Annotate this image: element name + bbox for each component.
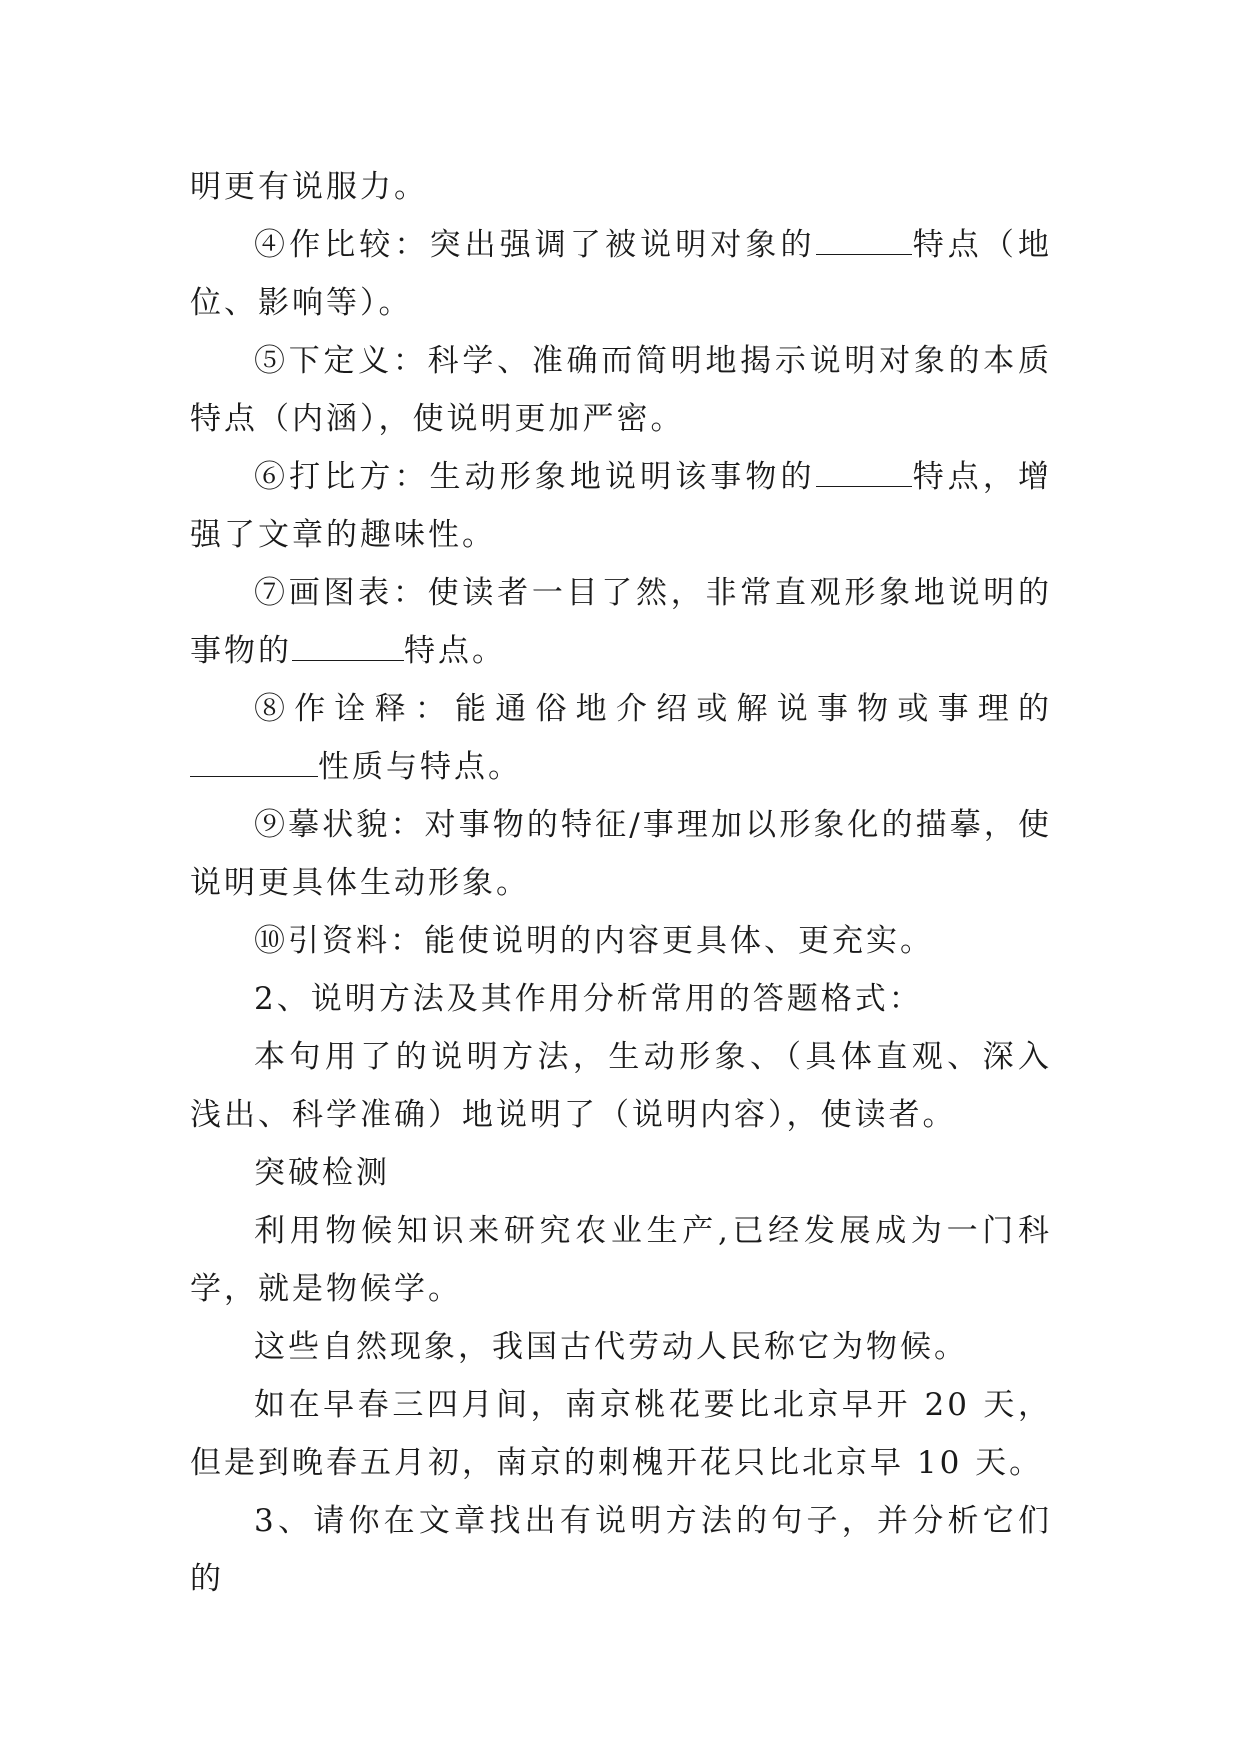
paragraph-text: 特点（地位、影响等）。 [190, 227, 1053, 321]
paragraph-text: ⑧作诠释：能通俗地介绍或解说事物或事理的 [254, 691, 1052, 727]
paragraph-text: 3、请你在文章找出有说明方法的句子，并分析它们的 [190, 1503, 1052, 1597]
paragraph-phenology-definition [190, 1318, 1052, 1376]
paragraph-text: 2、说明方法及其作用分析常用的答题格式： [254, 981, 923, 1017]
paragraph-question-3 [190, 1492, 1052, 1608]
paragraph-definition [190, 332, 1052, 448]
paragraph-text: 明更有说服力。 [190, 169, 428, 205]
paragraph-text: ⑦画图表：使读者一目了然，非常直观形象地说明的事物的 [190, 575, 1052, 669]
paragraph-text: 本句用了的说明方法，生动形象、（具体直观、深入浅出、科学准确）地说明了（说明内容），使读者。 [190, 1039, 1052, 1133]
fill-blank [292, 628, 404, 661]
paragraph-phenology-science [190, 1202, 1052, 1318]
paragraph-text: ⑥打比方：生动形象地说明该事物的 [254, 459, 816, 495]
paragraph-analogy [190, 448, 1052, 564]
paragraph-comparison [190, 216, 1052, 332]
fill-blank [816, 454, 912, 487]
document-page [190, 158, 1052, 1608]
paragraph-text: 特点。 [404, 633, 506, 669]
paragraph-citation [190, 912, 1052, 970]
paragraph-text: 利用物候知识来研究农业生产,已经发展成为一门科学，就是物候学。 [190, 1213, 1052, 1307]
paragraph-chart [190, 564, 1052, 680]
paragraph-text: ⑨摹状貌：对事物的特征/事理加以形象化的描摹，使说明更具体生动形象。 [190, 807, 1052, 901]
paragraph-text: ⑤下定义：科学、准确而简明地揭示说明对象的本质特点（内涵），使说明更加严密。 [190, 343, 1052, 437]
paragraph-explanation [190, 680, 1052, 796]
paragraph-description [190, 796, 1052, 912]
section-heading [190, 1144, 1052, 1202]
paragraph-nanjing-beijing [190, 1376, 1052, 1492]
paragraph-continuation [190, 158, 1052, 216]
paragraph-text: ④作比较：突出强调了被说明对象的 [254, 227, 816, 263]
paragraph-answer-format-heading [190, 970, 1052, 1028]
paragraph-text: 特点，增强了文章的趣味性。 [190, 459, 1053, 553]
paragraph-answer-format [190, 1028, 1052, 1144]
paragraph-text: 突破检测 [254, 1155, 390, 1191]
paragraph-text: ⑩引资料：能使说明的内容更具体、更充实。 [254, 923, 934, 959]
paragraph-text: 这些自然现象，我国古代劳动人民称它为物候。 [254, 1329, 968, 1365]
paragraph-text: 如在早春三四月间，南京桃花要比北京早开 20 天，但是到晚春五月初，南京的刺槐开花只比北京早 10 天。 [190, 1387, 1052, 1481]
fill-blank [190, 744, 318, 777]
fill-blank [816, 222, 912, 255]
paragraph-text: 性质与特点。 [318, 749, 522, 785]
